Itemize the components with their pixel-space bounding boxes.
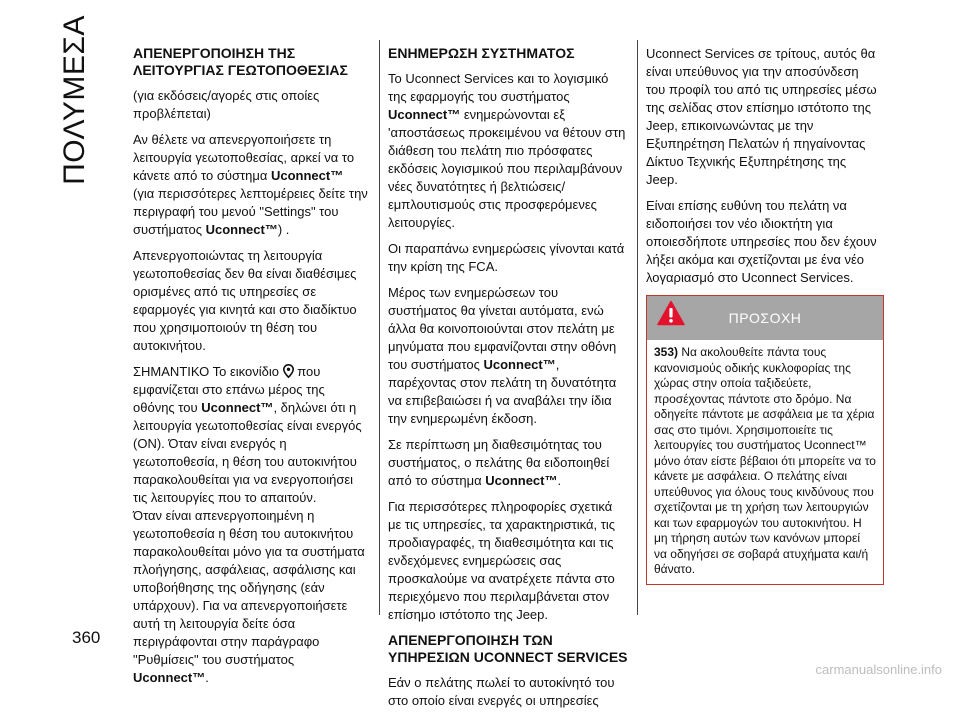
paragraph: Είναι επίσης ευθύνη του πελάτη να ειδοποιήσει τον νέο ιδιοκτήτη για οποιεσδήποτε υπηρεσίες που δεν έχουν λήξει ακόμα και σχετίζονται με ένα νέο λογαριασμό στο Uconnect Services. (646, 198, 877, 285)
system-update-heading: ΕΝΗΜΕΡΩΣΗ ΣΥΣΤΗΜΑΤΟΣ (388, 45, 575, 61)
location-pin-icon (283, 364, 294, 378)
section-title: ΠΟΛΥΜΕΣΑ (58, 15, 91, 185)
warning-text: 353) Να ακολουθείτε πάντα τους κανονισμούς οδικής κυκλοφορίας της χώρας στην οποία ταξιδεύετε, προσέχοντας πάντοτε στο δρόμο. Να οδηγείτε πάντοτε με ασφάλεια με τα χέρια σας στο τιμόνι. Χρησιμοποιείτε τις λειτουργίες του συστήματος Uconnect™ μόνο όταν είστε βέβαιοι ότι μπορείτε να το κάνετε με ασφάλεια. Ο πελάτης είναι υπεύθυνος για όλους τους κινδύνους που σχετίζονται με τη χρήση των λειτουργιών και των εφαρμογών του αυτοκινήτου. Η μη τήρηση αυτών των κανόνων μπορεί να οδηγήσει σε σοβαρά ατυχήματα και/ή θάνατο. (654, 345, 876, 576)
column-divider-2 (637, 40, 638, 615)
column-divider-1 (379, 40, 380, 615)
paragraph: ΣΗΜΑΝΤΙΚΟ Το εικονίδιο που εμφανίζεται στο επάνω μέρος της οθόνης του Uconnect™, δηλώνει ότι η λειτουργία γεωτοποθεσίας είναι ενεργός (ON). Όταν είναι ενεργός η γεωτοποθεσία, η θέση του αυτοκινήτου παρακολουθείται για να ενεργοποιήσει τις λειτουργίες που το απαιτούν. (133, 364, 362, 505)
warning-box (646, 295, 884, 585)
paragraph: Για περισσότερες πληροφορίες σχετικά με τις υπηρεσίες, τα χαρακτηριστικά, τις προδιαγραφές, τη διαθεσιμότητα και τις ενδεχόμενες ενημερώσεις σας προσκαλούμε να ανατρέχετε πάντα στο περιεχόμενο που περιλαμβάνεται στον επίσημο ιστότοπο της Jeep. (388, 499, 616, 622)
paragraph: Όταν είναι απενεργοποιημένη η γεωτοποθεσία η θέση του αυτοκινήτου παρακολουθείται μόνο για τα συστήματα πλοήγησης, ασφάλειας, ασφάλισης και υποβοήθησης της οδήγησης (εάν υπάρχουν). Για να απενεργοποιήσετε αυτή τη λειτουργία δείτε όσα περιγράφονται στην παράγραφο "Ρυθμίσεις" του συστήματος Uconnect™. (133, 508, 365, 685)
column-2 (388, 45, 628, 718)
paragraph: Απενεργοποιώντας τη λειτουργία γεωτοποθεσίας δεν θα είναι διαθέσιμες ορισμένες από τις υπηρεσίες σε εφαρμογές για κινητά και στο διαδίκτυο που χρησιμοποιούν τη θέση του αυτοκινήτου. (133, 248, 357, 353)
paragraph: Αν θέλετε να απενεργοποιήσετε τη λειτουργία γεωτοποθεσίας, αρκεί να το κάνετε από το σύστημα Uconnect™ (για περισσότερες λεπτομέρειες δείτε την περιγραφή του μενού "Settings" του συστήματος Uconnect™) . (133, 132, 368, 237)
column-1 (133, 45, 368, 695)
page-number: 360 (72, 628, 101, 647)
paragraph: Σε περίπτωση μη διαθεσιμότητας του συστήματος, ο πελάτης θα ειδοποιηθεί από το σύστημα Uconnect™. (388, 437, 610, 488)
paragraph: Οι παραπάνω ενημερώσεις γίνονται κατά την κρίση της FCA. (388, 241, 625, 274)
paragraph: Εάν ο πελάτης πωλεί το αυτοκίνητό του στο οποίο είναι ενεργές οι υπηρεσίες (388, 675, 615, 708)
deactivation-heading: ΑΠΕΝΕΡΓΟΠΟΙΗΣΗ ΤΩΝ ΥΠΗΡΕΣΙΩΝ UCONNECT SERVICES (388, 632, 628, 665)
footer-watermark: carmanualsonline.info (815, 662, 942, 677)
warning-title: ΠΡΟΣΟΧΗ (728, 310, 802, 326)
warning-header (647, 296, 883, 340)
paragraph: (για εκδόσεις/αγορές στις οποίες προβλέπεται) (133, 88, 320, 121)
paragraph: Uconnect Services σε τρίτους, αυτός θα είναι υπεύθυνος για την αποσύνδεση του προφίλ του από τις υπηρεσίες μέσω της σελίδας στον επίσημο ιστότοπο της Jeep, επικοινωνώντας με την Εξυπηρέτηση Πελατών ή πηγαίνοντας Δίκτυο Τεχνικής Εξυπηρέτησης της Jeep. (646, 46, 877, 187)
paragraph: Μέρος των ενημερώσεων του συστήματος θα γίνεται αυτόματα, ενώ άλλα θα κοινοποιούνται στον πελάτη με μηνύματα που εμφανίζονται στην οθόνη του συστήματος Uconnect™, παρέχοντας στον πελάτη τη δυνατότητα να επιβεβαιώσει ή να αναβάλει την ίδια την ενημερωμένη έκδοση. (388, 285, 617, 426)
column-3 (646, 45, 881, 585)
paragraph: Το Uconnect Services και το λογισμικό της εφαρμογής του συστήματος Uconnect™ ενημερώνονται εξ 'αποστάσεως προκειμένου να θέτουν στη διάθεση του πελάτη πιο πρόσφατες εκδόσεις λογισμικού που περιλαμβάνουν νέες δυνατότητες ή βελτιώσεις/εμπλουτισμούς στις προσφερόμενες λειτουργίες. (388, 71, 626, 230)
geolocation-heading: ΑΠΕΝΕΡΓΟΠΟΙΗΣΗ ΤΗΣ ΛΕΙΤΟΥΡΓΙΑΣ ΓΕΩΤΟΠΟΘΕΣΙΑΣ (133, 45, 348, 78)
